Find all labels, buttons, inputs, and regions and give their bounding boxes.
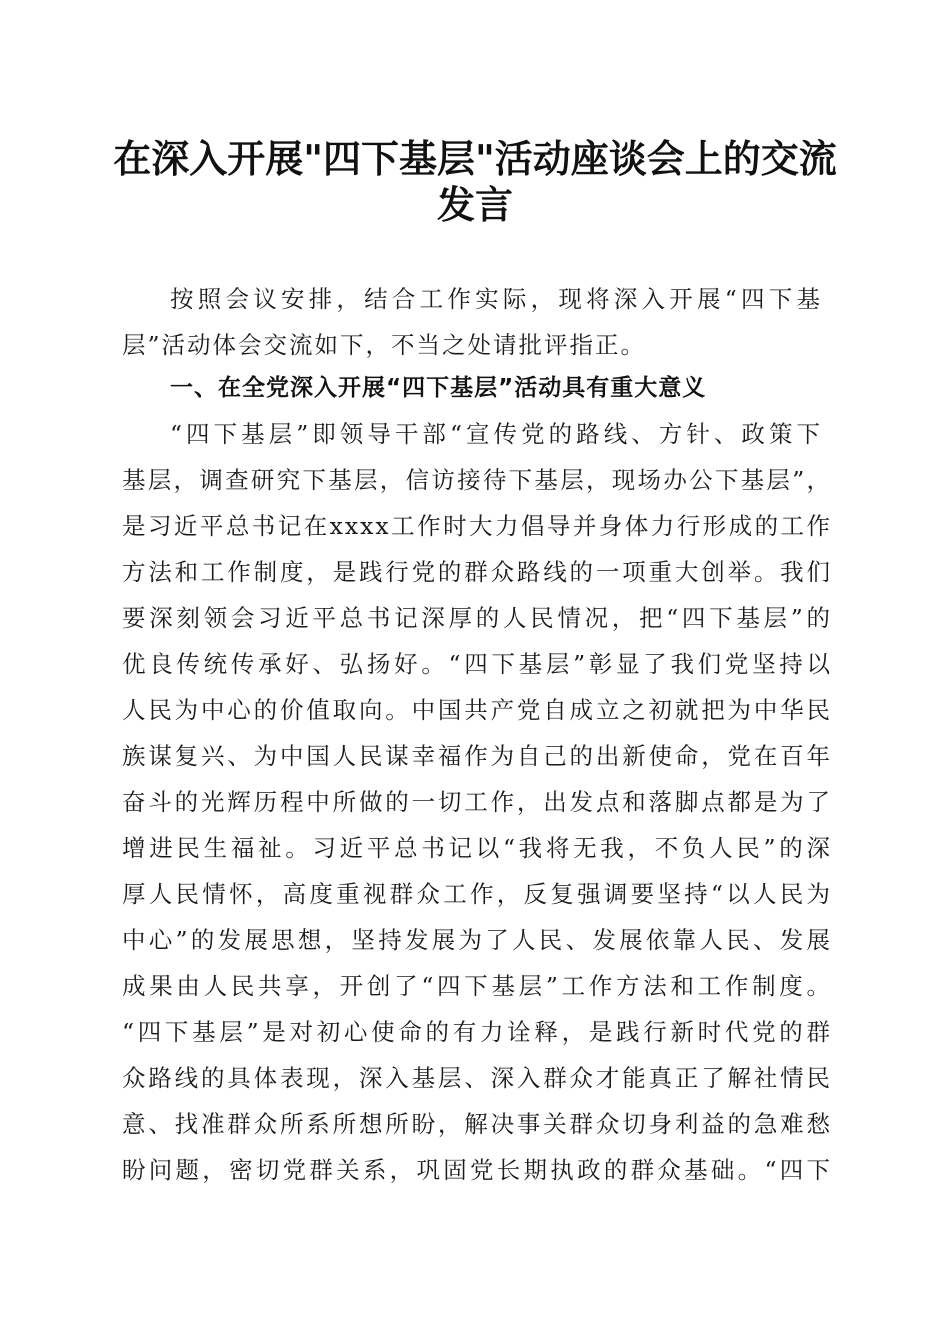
paragraph-line: 基层，调查研究下基层，信访接待下基层，现场办公下基层”，: [122, 466, 832, 494]
paragraph-line: 要深刻领会习近平总书记深厚的人民情况，把“四下基层”的: [122, 604, 832, 632]
paragraph-line: 意、找准群众所系所想所盼，解决事关群众切身利益的急难愁: [122, 1110, 832, 1138]
paragraph-line: 厚人民情怀，高度重视群众工作，反复强调要坚持“以人民为: [122, 880, 832, 908]
paragraph-line: 优良传统传承好、弘扬好。“四下基层”彰显了我们党坚持以: [122, 650, 832, 678]
section-1-heading: 一、在全党深入开展“四下基层”活动具有重大意义: [170, 375, 707, 401]
paragraph-line: 是习近平总书记在xxxx工作时大力倡导并身体力行形成的工作: [122, 512, 832, 540]
paragraph-line: “四下基层”即领导干部“宣传党的路线、方针、政策下: [170, 420, 822, 448]
document-title-line-2: 发言: [436, 182, 513, 227]
paragraph-line: 方法和工作制度，是践行党的群众路线的一项重大创举。我们: [122, 558, 832, 586]
paragraph-line: 众路线的具体表现，深入基层、深入群众才能真正了解社情民: [122, 1064, 832, 1092]
paragraph-line: “四下基层”是对初心使命的有力诠释，是践行新时代党的群: [122, 1018, 832, 1046]
paragraph-line: 族谋复兴、为中国人民谋幸福作为自己的出新使命，党在百年: [122, 742, 832, 770]
paragraph-line: 增进民生福祉。习近平总书记以“我将无我，不负人民”的深: [122, 834, 832, 862]
intro-line-2: 层”活动体会交流如下，不当之处请批评指正。: [122, 331, 647, 359]
paragraph-line: 中心”的发展思想，坚持发展为了人民、发展依靠人民、发展: [122, 926, 832, 954]
intro-line-1: 按照会议安排，结合工作实际，现将深入开展“四下基: [170, 285, 822, 313]
paragraph-line: 成果由人民共享，开创了“四下基层”工作方法和工作制度。: [122, 972, 832, 1000]
paragraph-line: 奋斗的光辉历程中所做的一切工作，出发点和落脚点都是为了: [122, 788, 832, 816]
paragraph-line: 盼问题，密切党群关系，巩固党长期执政的群众基础。“四下: [122, 1156, 832, 1184]
paragraph-line: 人民为中心的价值取向。中国共产党自成立之初就把为中华民: [122, 696, 832, 724]
document-title-line-1: 在深入开展"四下基层"活动座谈会上的交流: [113, 136, 837, 181]
